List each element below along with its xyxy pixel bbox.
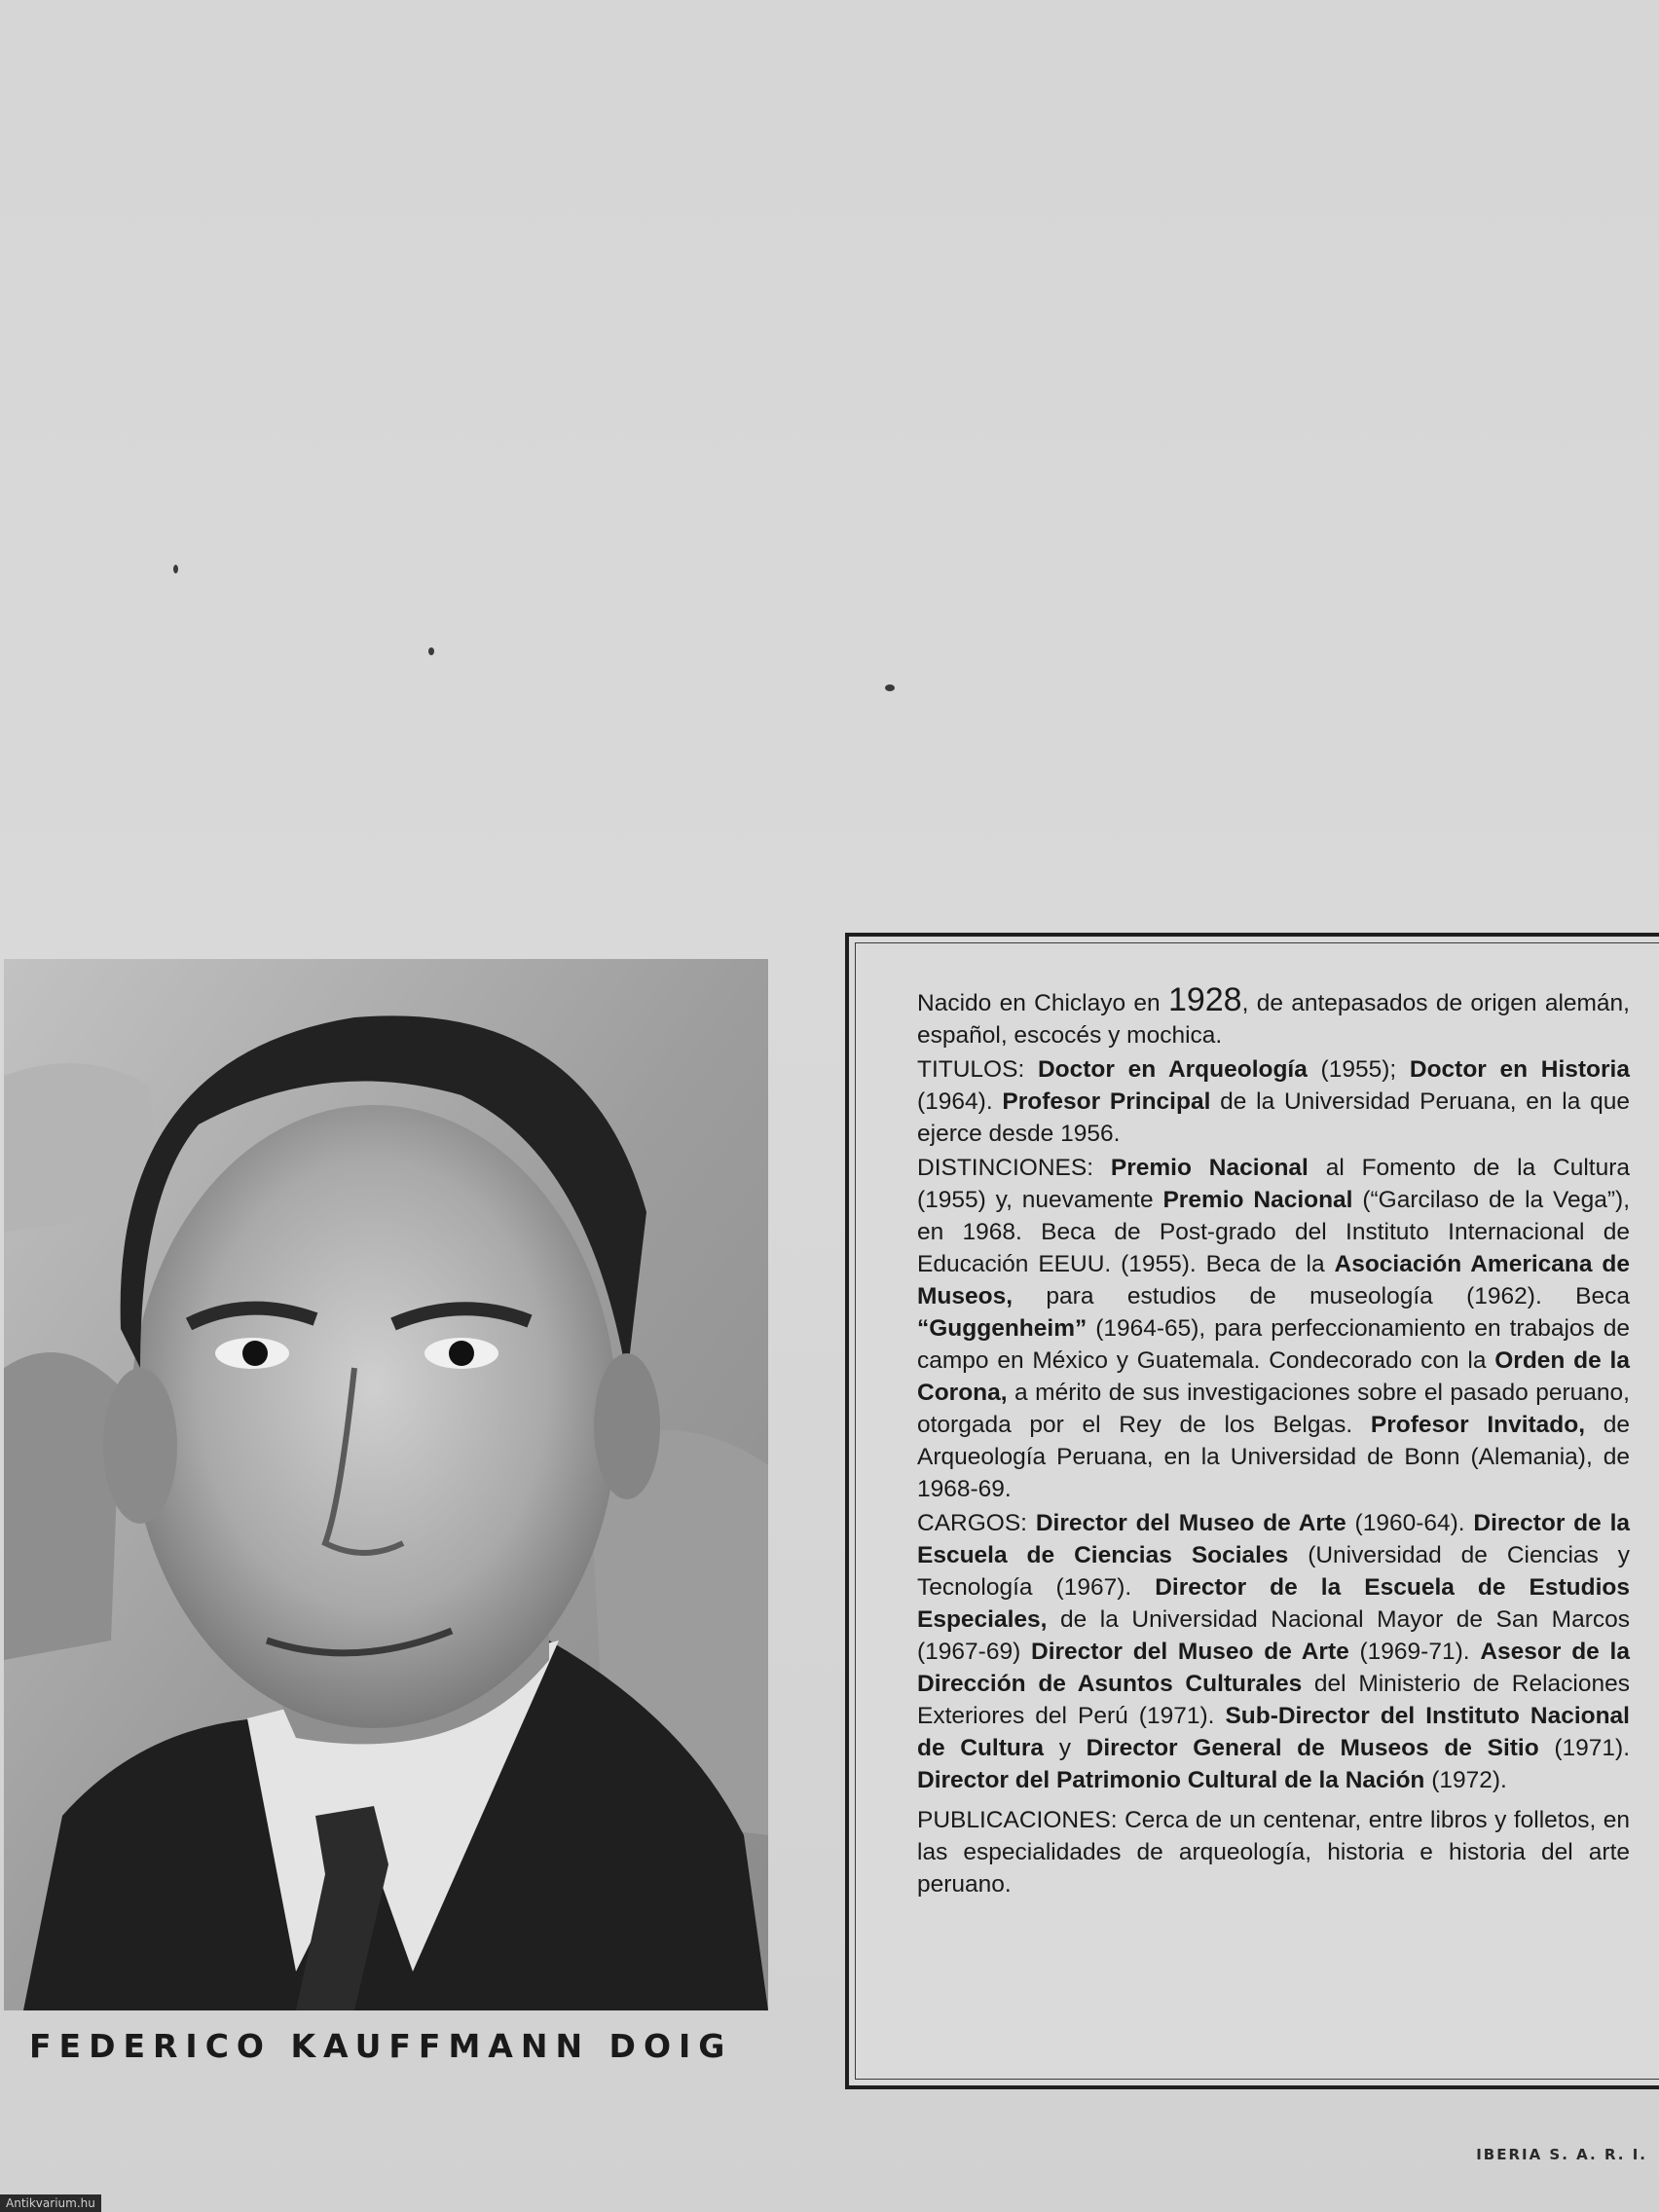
bio-text-segment: (1960-64). <box>1346 1510 1474 1536</box>
bio-publications-paragraph <box>917 1804 1630 1900</box>
bio-text-segment: (“Garcilaso de la Vega”), en 1968. Beca de Post-grado del Instituto Internacional de Educación EEUU. (1955). Beca de la <box>917 1187 1631 1277</box>
bio-bold-segment: Doctor en Historia <box>1409 1056 1630 1083</box>
bio-bold-segment: Director General de Museos de Sitio <box>1086 1735 1539 1761</box>
bio-bold-segment: Premio Nacional <box>1110 1155 1309 1181</box>
paper-speck <box>885 684 895 691</box>
bio-text-segment: del Ministerio de Relaciones Exteriores del Perú (1971). <box>917 1671 1631 1729</box>
bio-bold-segment: Director de la Escuela de Ciencias Sociales <box>917 1510 1631 1568</box>
bio-text-segment: a mérito de sus investigaciones sobre el pasado peruano, otorgada por el Rey de los Belgas. <box>917 1380 1630 1438</box>
bio-text-segment: al Fomento de la Cultura (1955) y, nuevamente <box>917 1155 1631 1213</box>
publisher-imprint: IBERIA S. A. R. I. <box>1476 2146 1647 2163</box>
paper-speck <box>173 565 178 573</box>
bio-bold-segment: Asesor de la Dirección de Asuntos Culturales <box>917 1639 1630 1697</box>
bio-text-segment: para estudios de museología (1962). Beca <box>1013 1283 1630 1309</box>
biography-text <box>917 981 1631 1902</box>
bio-bold-segment: Doctor en Arqueología <box>1037 1056 1308 1083</box>
birth-year: 1928 <box>1167 981 1242 1018</box>
bio-text-segment: de Arqueología Peruana, en la Universidad de Bonn (Alemania), de 1968-69. <box>917 1412 1630 1502</box>
bio-text-segment: PUBLICACIONES: Cerca de un centenar, entre libros y folletos, en las especialidades de arqueología, historia e historia del arte peruano. <box>917 1807 1630 1898</box>
bio-text-segment: (Universidad de Ciencias y Tecnología (1967). <box>917 1542 1631 1601</box>
bio-text-segment: y <box>1044 1735 1087 1761</box>
bio-birth-paragraph <box>917 981 1630 1051</box>
bio-titles-paragraph <box>917 1053 1630 1150</box>
bio-text-segment: (1964-65), para perfeccionamiento en trabajos de campo en México y Guatemala. Condecorado con la <box>917 1315 1630 1374</box>
bio-distinctions-paragraph <box>917 1152 1630 1505</box>
biography-box <box>845 933 1659 2089</box>
bio-text-segment: (1955); <box>1307 1056 1410 1083</box>
bio-bold-segment: Premio Nacional <box>1162 1187 1353 1213</box>
bio-positions-paragraph <box>917 1507 1630 1796</box>
section-label-positions: CARGOS: <box>917 1510 1036 1536</box>
bio-text-segment: (1972). <box>1424 1767 1507 1793</box>
bio-bold-segment: Sub-Director del Instituto Nacional de Cultura <box>917 1703 1630 1761</box>
bio-bold-segment: Profesor Principal <box>1002 1088 1211 1115</box>
bio-text-segment: de la Universidad Nacional Mayor de San Marcos (1967-69) <box>917 1606 1630 1665</box>
bio-bold-segment: Director del Patrimonio Cultural de la Nación <box>917 1767 1425 1793</box>
bio-bold-segment: Director del Museo de Arte <box>1035 1510 1346 1536</box>
section-label-titles: TITULOS: <box>917 1056 1038 1083</box>
section-label-distinctions: DISTINCIONES: <box>917 1155 1111 1181</box>
bio-text-segment: (1969-71). <box>1348 1639 1481 1665</box>
bio-bold-segment: Director de la Escuela de Estudios Especiales, <box>917 1574 1630 1633</box>
bio-text-segment: , de antepasados de origen alemán, español, escocés y mochica. <box>917 990 1630 1049</box>
bio-text-segment: (1971). <box>1538 1735 1631 1761</box>
bio-bold-segment: Asociación Americana de Museos, <box>917 1251 1631 1309</box>
bio-bold-segment: “Guggenheim” <box>917 1315 1088 1342</box>
bio-text-segment: (1964). <box>917 1088 1003 1115</box>
portrait-photo <box>4 959 768 2010</box>
watermark: Antikvarium.hu <box>0 2194 101 2212</box>
bio-text-segment: de la Universidad Peruana, en la que ejerce desde 1956. <box>917 1088 1631 1147</box>
bio-text-segment: Nacido en Chiclayo en <box>917 990 1168 1016</box>
bio-bold-segment: Orden de la Corona, <box>917 1347 1630 1406</box>
paper-speck <box>428 647 434 655</box>
portrait-caption: FEDERICO KAUFFMANN DOIG <box>29 2027 733 2065</box>
bio-bold-segment: Director del Museo de Arte <box>1031 1639 1349 1665</box>
bio-bold-segment: Profesor Invitado, <box>1370 1412 1586 1438</box>
